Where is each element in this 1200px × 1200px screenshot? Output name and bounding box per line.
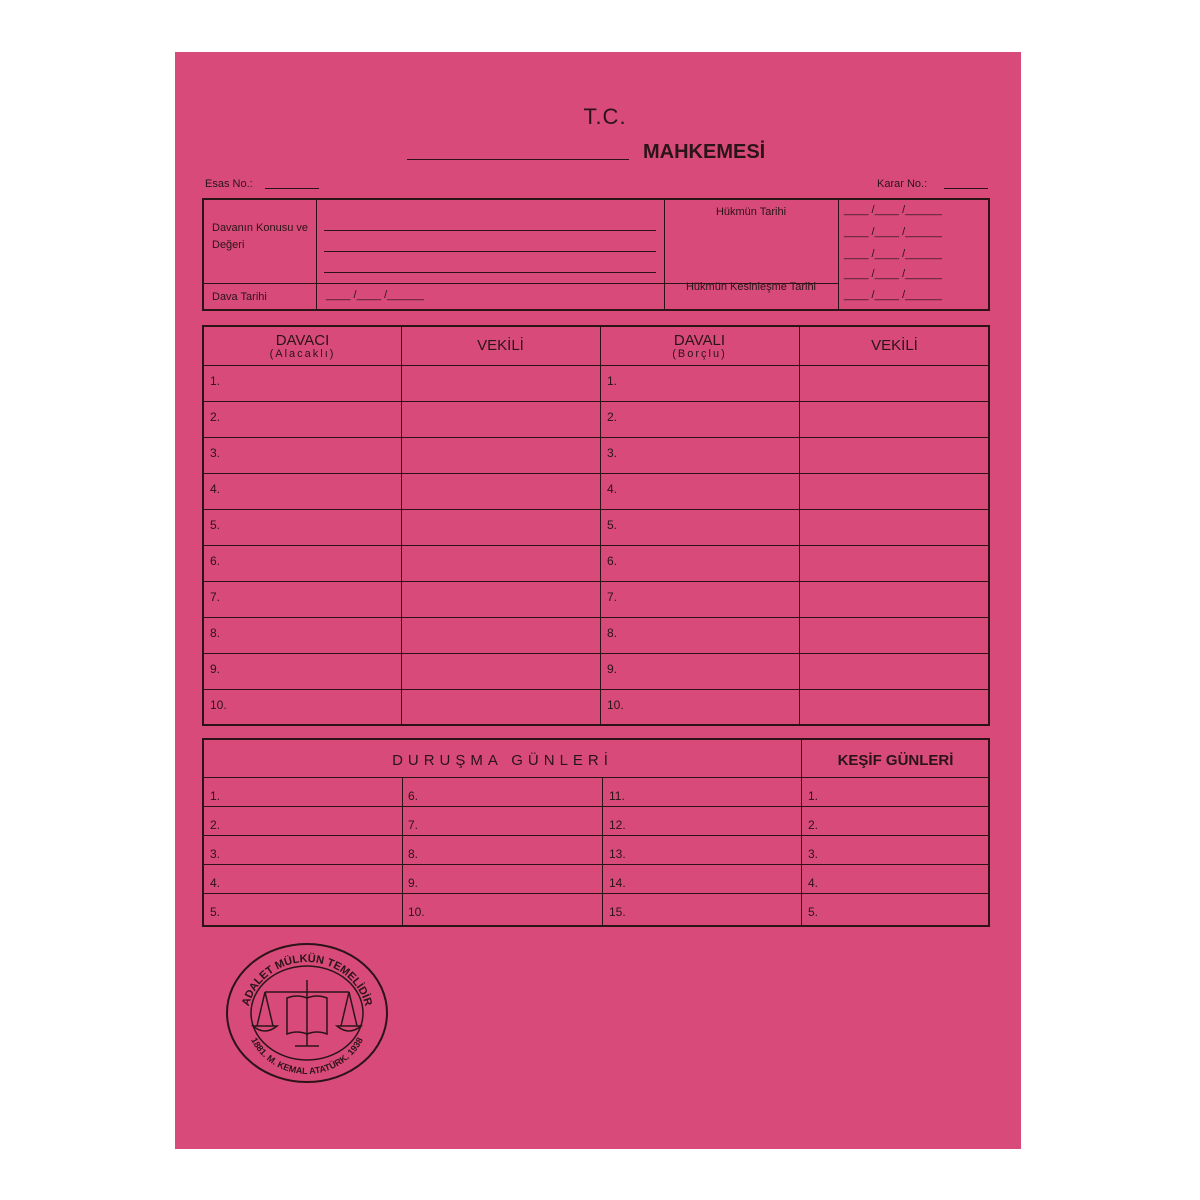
row-divider	[204, 545, 990, 546]
konu-blank	[324, 230, 656, 231]
karar-no-label: Karar No.:	[877, 178, 928, 190]
hukum-date-blank: ____ /____ /______	[844, 226, 942, 238]
durusma-day: 14.	[609, 876, 626, 890]
row-divider	[204, 365, 990, 366]
davali-row-number: 7.	[607, 590, 618, 604]
davaci-title: DAVACI	[275, 332, 330, 349]
row-divider	[204, 617, 990, 618]
durusma-day: 15.	[609, 905, 626, 919]
durusma-day: 5.	[210, 905, 221, 919]
davaci-row-number: 2.	[210, 410, 221, 424]
davaci-row-number: 3.	[210, 446, 221, 460]
seal-bottom-text: 1881. M. KEMAL ATATÜRK. 1938	[249, 1035, 365, 1077]
davali-row-number: 9.	[607, 662, 618, 676]
divider	[600, 327, 601, 724]
row-divider	[204, 473, 990, 474]
durusma-title: DURUŞMA GÜNLERİ	[392, 752, 613, 769]
davali-row-number: 3.	[607, 446, 618, 460]
divider	[838, 200, 839, 309]
vekili-header	[799, 337, 990, 354]
row-divider	[204, 653, 990, 654]
davaci-row-number: 4.	[210, 482, 221, 496]
davali-row-number: 10.	[607, 698, 624, 712]
durusma-day: 4.	[210, 876, 221, 890]
davaci-row-number: 7.	[210, 590, 221, 604]
row-divider	[204, 893, 990, 894]
divider	[799, 327, 800, 724]
davali-row-number: 2.	[607, 410, 618, 424]
hukum-date-blank: ____ /____ /______	[844, 289, 942, 301]
durusma-day: 10.	[408, 905, 425, 919]
divider	[401, 327, 402, 724]
tc-heading: T.C.	[583, 104, 627, 129]
durusma-day: 2.	[210, 818, 221, 832]
durusma-day: 3.	[210, 847, 221, 861]
davali-header	[600, 332, 799, 359]
davaci-row-number: 8.	[210, 626, 221, 640]
dava-tarihi-blank: ____ /____ /______	[326, 289, 424, 301]
kesif-day: 1.	[808, 789, 819, 803]
kesif-title: KEŞİF GÜNLERİ	[837, 752, 954, 769]
davali-title: DAVALI	[673, 332, 726, 349]
esas-no-blank	[265, 188, 319, 189]
davaci-row-number: 6.	[210, 554, 221, 568]
durusma-day: 6.	[408, 789, 419, 803]
row-divider	[204, 864, 990, 865]
durusma-day: 8.	[408, 847, 419, 861]
row-divider	[204, 806, 990, 807]
davaci-header	[204, 332, 401, 359]
divider	[402, 777, 403, 925]
parties-table	[202, 325, 990, 726]
row-divider	[204, 777, 990, 778]
davali-row-number: 6.	[607, 554, 618, 568]
kesif-day: 4.	[808, 876, 819, 890]
hukum-tarihi-label: Hükmün Tarihi	[715, 206, 787, 218]
vekili-title: VEKİLİ	[477, 337, 524, 354]
durusma-day: 11.	[609, 789, 625, 803]
justice-seal-stamp	[225, 942, 389, 1084]
row-divider	[204, 401, 990, 402]
konu-label: Davanın Konusu ve Değeri	[212, 222, 309, 251]
davaci-row-number: 5.	[210, 518, 221, 532]
davali-row-number: 4.	[607, 482, 618, 496]
durusma-day: 7.	[408, 818, 419, 832]
durusma-day: 12.	[609, 818, 626, 832]
davali-row-number: 1.	[607, 374, 618, 388]
davaci-row-number: 9.	[210, 662, 221, 676]
konu-blank	[324, 272, 656, 273]
davaci-subtitle: (Alacaklı)	[269, 348, 336, 360]
kesif-day: 5.	[808, 905, 819, 919]
kesif-day: 3.	[808, 847, 819, 861]
divider	[602, 777, 603, 925]
divider	[801, 740, 802, 925]
konu-blank	[324, 251, 656, 252]
hukum-kesinlesme-label: Hükmün Kesinleşme Tarihi	[685, 281, 817, 293]
row-divider	[204, 835, 990, 836]
dava-tarihi-label: Dava Tarihi	[212, 291, 267, 303]
case-info-box	[202, 198, 990, 311]
row-divider	[204, 581, 990, 582]
hukum-date-blank: ____ /____ /______	[844, 268, 942, 280]
esas-no-label: Esas No.:	[205, 178, 253, 190]
seal-top-text: ADALET MÜLKÜN TEMELİDİR	[239, 952, 375, 1008]
davali-row-number: 8.	[607, 626, 618, 640]
durusma-day: 9.	[408, 876, 419, 890]
court-name-blank	[407, 159, 629, 160]
davali-subtitle: (Borçlu)	[672, 348, 727, 360]
row-divider	[204, 509, 990, 510]
divider	[316, 200, 317, 309]
durusma-day: 13.	[609, 847, 626, 861]
davali-row-number: 5.	[607, 518, 618, 532]
row-divider	[204, 437, 990, 438]
davaci-row-number: 10.	[210, 698, 227, 712]
file-cover	[175, 52, 1021, 1149]
kesif-day: 2.	[808, 818, 819, 832]
vekili-header	[401, 337, 600, 354]
divider	[204, 283, 664, 284]
vekili-title: VEKİLİ	[871, 337, 918, 354]
scales-icon	[253, 980, 361, 1046]
durusma-day: 1.	[210, 789, 221, 803]
row-divider	[204, 689, 990, 690]
hukum-date-blank: ____ /____ /______	[844, 204, 942, 216]
hukum-date-blank: ____ /____ /______	[844, 248, 942, 260]
hearings-table	[202, 738, 990, 927]
karar-no-blank	[944, 188, 988, 189]
court-heading: MAHKEMESİ	[643, 141, 766, 163]
davaci-row-number: 1.	[210, 374, 221, 388]
